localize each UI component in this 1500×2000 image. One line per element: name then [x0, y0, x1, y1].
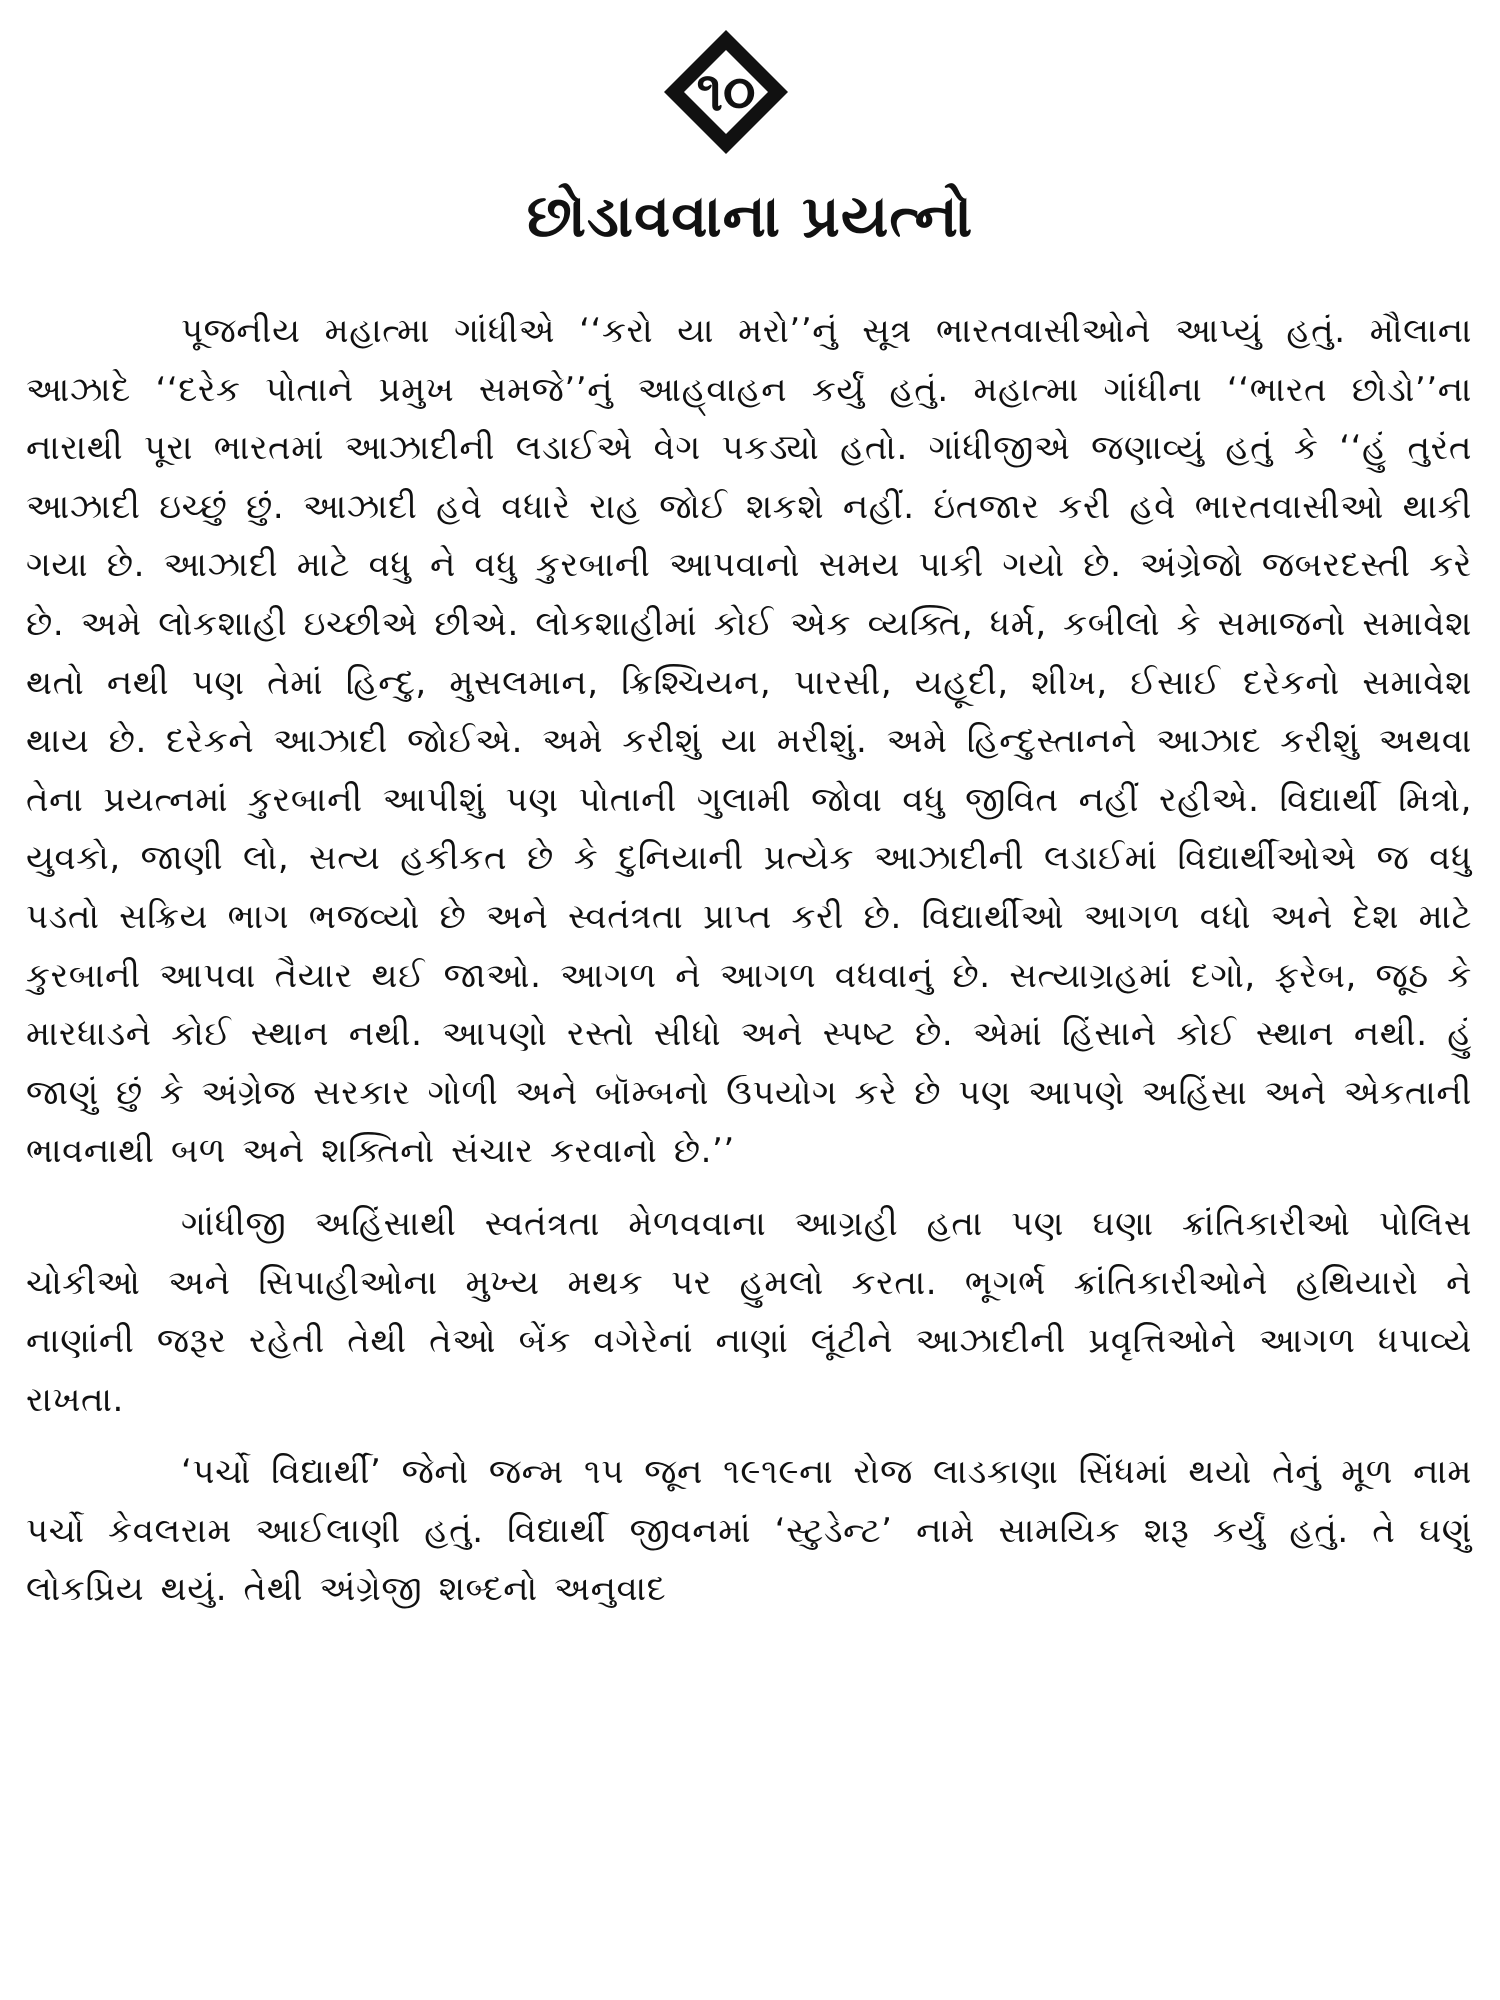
paragraph-2: ગાંધીજી અહિંસાથી સ્વતંત્રતા મેળવવાના આગ્રહી હતા પણ ઘણા ક્રાંતિકારીઓ પોલિસ ચોકીઓ અને સિપાહીઓના મુખ્ય મથક પર હુમલો કરતા. ભૂગર્ભ ક્રાંતિકારીઓને હથિયારો ને નાણાંની જરૂર રહેતી તેથી તેઓ બેંક વગેરેનાં નાણાં લૂંટીને આઝાદીની પ્રવૃત્તિઓને આગળ ધપાવ્યે રાખતા.: [26, 1203, 1472, 1420]
chapter-number-badge: [660, 26, 792, 158]
paragraph-3: ‘પર્ચો વિદ્યાર્થી’ જેનો જન્મ ૧૫ જૂન ૧૯૧૯ના રોજ લાડકાણા સિંધમાં થયો તેનું મૂળ નામ પર્ચો કેવલરામ આઈલાણી હતું. વિદ્યાર્થી જીવનમાં ‘સ્ટુડેન્ટ’ નામે સામયિક શરૂ કર્યું હતું. તે ઘણું લોકપ્રિય થયું. તેથી અંગ્રેજી શબ્દનો અનુવાદ: [26, 1452, 1472, 1610]
paragraph-1: પૂજનીય મહાત્મા ગાંધીએ ‘‘કરો યા મરો’’નું સૂત્ર ભારતવાસીઓને આપ્યું હતું. મૌલાના આઝાદે ‘‘દરેક પોતાને પ્રમુખ સમજે’’નું આહ્‌વાહન કર્યું હતું. મહાત્મા ગાંધીના ‘‘ભારત છોડો’’ના નારાથી પૂરા ભારતમાં આઝાદીની લડાઈએ વેગ પકડ્યો હતો. ગાંધીજીએ જણાવ્યું હતું કે ‘‘હું તુરંત આઝાદી ઇચ્છું છું. આઝાદી હવે વધારે રાહ જોઈ શકશે નહીં. ઇંતજાર કરી હવે ભારતવાસીઓ થાકી ગયા છે. આઝાદી માટે વધુ ને વધુ કુરબાની આપવાનો સમય પાકી ગયો છે. અંગ્રેજો જબરદસ્તી કરે છે. અમે લોકશાહી ઇચ્છીએ છીએ. લોકશાહીમાં કોઈ એક વ્યક્તિ, ધર્મ, કબીલો કે સમાજનો સમાવેશ થતો નથી પણ તેમાં હિન્દુ, મુસલમાન, ક્રિશ્ચિયન, પારસી, યહૂદી, શીખ, ઈસાઈ દરેકનો સમાવેશ થાય છે. દરેકને આઝાદી જોઈએ. અમે કરીશું યા મરીશું. અમે હિન્દુસ્તાનને આઝાદ કરીશું અથવા તેના પ્રયત્નમાં કુરબાની આપીશું પણ પોતાની ગુલામી જોવા વધુ જીવિત નહીં રહીએ. વિદ્યાર્થી મિત્રો, યુવકો, જાણી લો, સત્ય હકીકત છે કે દુનિયાની પ્રત્યેક આઝાદીની લડાઈમાં વિદ્યાર્થીઓએ જ વધુ પડતો સક્રિય ભાગ ભજવ્યો છે અને સ્વતંત્રતા પ્રાપ્ત કરી છે. વિદ્યાર્થીઓ આગળ વધો અને દેશ માટે કુરબાની આપવા તૈયાર થઈ જાઓ. આગળ ને આગળ વધવાનું છે. સત્યાગ્રહમાં દગો, ફરેબ, જૂઠ કે મારધાડને કોઈ સ્થાન નથી. આપણો રસ્તો સીધો અને સ્પષ્ટ છે. એમાં હિંસાને કોઈ સ્થાન નથી. હું જાણું છું કે અંગ્રેજ સરકાર ગોળી અને બૉમ્બનો ઉપયોગ કરે છે પણ આપણે અહિંસા અને એકતાની ભાવનાથી બળ અને શક્તિનો સંચાર કરવાનો છે.’’: [26, 311, 1472, 1172]
chapter-body: [26, 302, 1472, 1619]
chapter-number: ૧૦: [696, 60, 756, 123]
chapter-title: છોડાવવાના પ્રયત્નો: [526, 182, 974, 250]
